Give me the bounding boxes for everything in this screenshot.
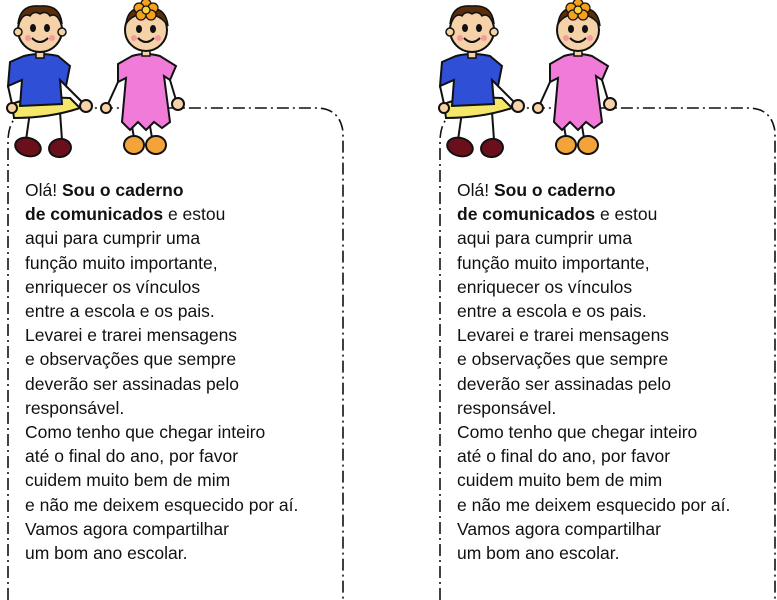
text-line: cuidem muito bem de mim [457,470,663,491]
kids-illustration [0,0,200,165]
text-line: enriquecer os vínculos [25,276,201,297]
text-line: Como tenho que chegar inteiro [457,422,698,443]
text-line: e observações que sempre [457,349,669,370]
text-line: deverão ser assinadas pelo [25,373,240,394]
girl-illustration [101,0,184,154]
text-line: cuidem muito bem de mim [25,470,231,491]
text-line: deverão ser assinadas pelo [457,373,672,394]
text-line: Olá! Sou o caderno [25,180,184,200]
text-line: aqui para cumprir uma [25,228,201,249]
text-line: um bom ano escolar. [457,543,620,564]
flower-icon [566,0,590,20]
text-line: Como tenho que chegar inteiro [25,422,266,443]
text-line: de comunicados e estou [25,204,226,225]
text-line: entre a escola e os pais. [25,301,215,322]
flower-icon [134,0,158,20]
text-line: função muito importante, [457,252,650,273]
kids-illustration [432,0,632,165]
text-line: de comunicados e estou [457,204,658,225]
text-line: até o final do ano, por favor [457,446,671,467]
text-line: função muito importante, [25,252,218,273]
text-line: e não me deixem esquecido por aí. [457,494,731,515]
text-line: enriquecer os vínculos [457,276,633,297]
text-line: aqui para cumprir uma [457,228,633,249]
text-line: entre a escola e os pais. [457,301,647,322]
text-line: Olá! Sou o caderno [457,180,616,200]
girl-illustration [533,0,616,154]
text-line: Vamos agora compartilhar [457,518,661,539]
message-text [25,178,355,565]
boy-illustration [439,6,524,159]
text-line: e não me deixem esquecido por aí. [25,494,299,515]
text-line: responsável. [25,397,125,418]
text-line: Levarei e trarei mensagens [457,325,670,346]
boy-illustration [7,6,92,159]
text-line: um bom ano escolar. [25,543,188,564]
message-card-left [0,0,345,600]
text-line: responsável. [457,397,557,418]
text-line: Levarei e trarei mensagens [25,325,238,346]
text-line: e observações que sempre [25,349,237,370]
message-text [457,178,777,565]
text-line: até o final do ano, por favor [25,446,239,467]
message-card-right [432,0,777,600]
text-line: Vamos agora compartilhar [25,518,229,539]
